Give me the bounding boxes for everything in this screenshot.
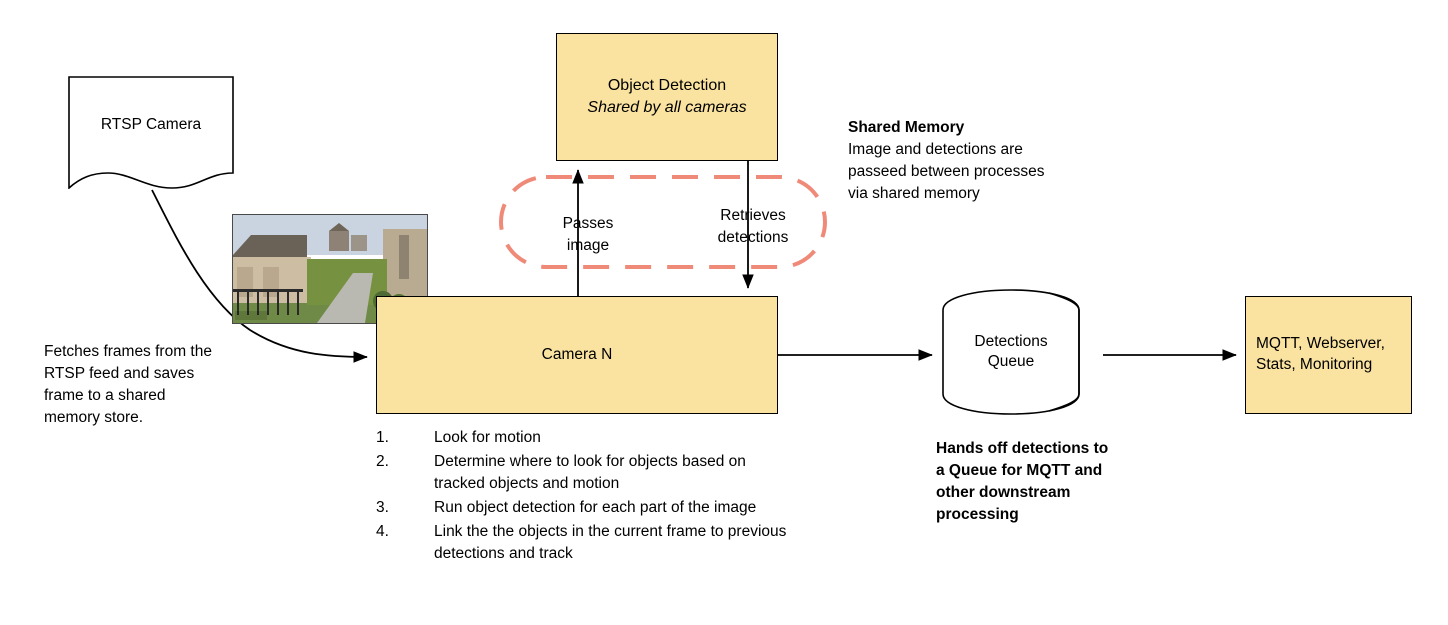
step-number: 2. bbox=[376, 453, 389, 470]
list-item bbox=[376, 497, 796, 519]
detections-queue-label-line1: Detections bbox=[974, 333, 1048, 350]
passes-image-line1: Passes bbox=[562, 215, 614, 232]
list-item bbox=[376, 451, 796, 495]
annotation-shared-memory bbox=[848, 117, 1063, 205]
step-number: 3. bbox=[376, 499, 389, 516]
node-rtsp-camera bbox=[68, 76, 234, 189]
node-detections-queue bbox=[941, 288, 1103, 416]
step-number: 4. bbox=[376, 523, 389, 540]
outputs-line1: MQTT, Webserver, bbox=[1256, 335, 1385, 353]
node-outputs bbox=[1245, 296, 1412, 414]
object-detection-subtitle: Shared by all cameras bbox=[587, 99, 747, 116]
edge-label-passes-image bbox=[543, 213, 633, 257]
node-camera-n bbox=[376, 296, 778, 414]
step-number: 1. bbox=[376, 429, 389, 446]
shared-memory-body: Image and detections are passeed between processes via shared memory bbox=[848, 141, 1045, 202]
camera-n-steps-list bbox=[376, 427, 796, 567]
step-text: Look for motion bbox=[434, 429, 541, 446]
step-text: Determine where to look for objects based on tracked objects and motion bbox=[434, 453, 746, 492]
passes-image-line2: image bbox=[566, 237, 610, 254]
retrieves-line1: Retrieves bbox=[720, 207, 786, 224]
list-item bbox=[376, 521, 796, 565]
node-object-detection bbox=[556, 33, 778, 161]
detections-queue-label-line2: Queue bbox=[987, 353, 1035, 371]
annotation-fetches-frames: Fetches frames from the RTSP feed and saves frame to a shared memory store. bbox=[44, 343, 212, 426]
outputs-line2: Stats, Monitoring bbox=[1256, 356, 1373, 373]
rtsp-camera-label: RTSP Camera bbox=[100, 116, 202, 133]
camera-n-label: Camera N bbox=[541, 345, 613, 363]
object-detection-title: Object Detection bbox=[607, 77, 727, 95]
annotation-hands-off: Hands off detections to a Queue for MQTT and other downstream processing bbox=[936, 440, 1109, 523]
edge-label-retrieves-detections bbox=[698, 205, 808, 249]
step-text: Link the the objects in the current frame to previous detections and track bbox=[434, 523, 787, 562]
list-item bbox=[376, 427, 796, 449]
detections-queue-label bbox=[941, 332, 1081, 372]
shared-memory-heading: Shared Memory bbox=[848, 119, 965, 136]
step-text: Run object detection for each part of the image bbox=[434, 499, 757, 516]
retrieves-line2: detections bbox=[717, 229, 789, 246]
